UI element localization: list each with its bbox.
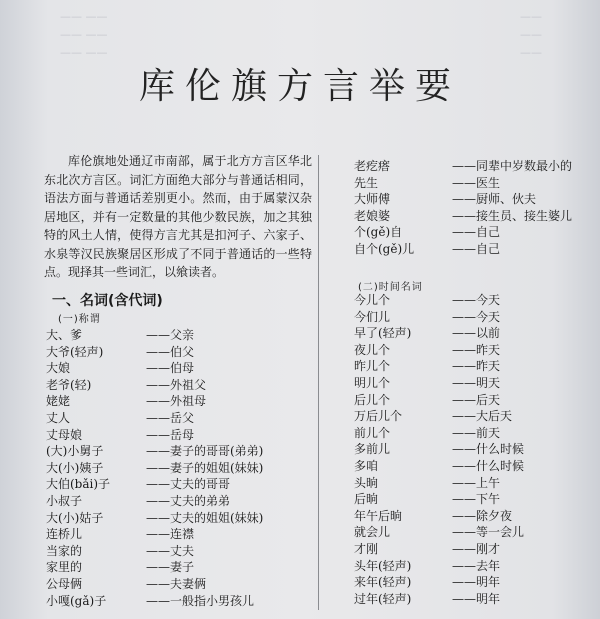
term-row [354,208,594,225]
standard-meaning: ——昨天 [452,342,501,357]
standard-meaning: ——明天 [452,375,501,390]
term-row [354,309,594,326]
standard-meaning: ——岳母 [146,427,195,442]
term-row [46,576,306,593]
right-subheading: (二)时间名词 [358,282,423,293]
dialect-term: 自个(gě)儿 [354,241,415,256]
term-row [46,559,306,576]
dialect-term: 老娘婆 [354,208,391,223]
dialect-term: 当家的 [46,543,83,558]
term-row [354,425,594,442]
term-row [354,342,594,359]
dialect-term: 多咱 [354,458,379,473]
term-row [354,508,594,525]
term-row [46,360,306,377]
dialect-term: 小叔子 [46,493,83,508]
dialect-term: 年午后晌 [354,508,403,523]
dialect-term: 后晌 [354,492,379,507]
dialect-term: 大(小)姑子 [46,510,104,525]
dialect-term: 大爷(轻声) [46,344,104,359]
term-row [46,476,306,493]
dialect-term: 家里的 [46,560,83,575]
standard-meaning: ——岳父 [146,410,195,425]
section-heading: 一、名词(含代词) [52,293,163,309]
term-row [46,443,306,460]
standard-meaning: ——自己 [452,225,501,240]
dialect-term: 后儿个 [354,392,391,407]
standard-meaning: ——妻子 [146,560,195,575]
standard-meaning: ——妻子的姐姐(妹妹) [146,460,264,475]
standard-meaning: ——后天 [452,392,501,407]
standard-meaning: ——明年 [452,591,501,606]
intro-paragraph: 库伦旗地处通辽市南部，属于北方方言区华北东北次方言区。词汇方面绝大部分与普通话相同，语法方面与普通话差别更小。然而，由于属蒙汉杂居地区，并有一定数量的其他少数民族，加之其独特的风土人情，使得方言尤其是扣河子、六家子、水泉等汉民族聚居区形成了不同于普通话的一些特点。现择其一些词汇，以飨读者。 [44,154,312,279]
standard-meaning: ——医生 [452,175,501,190]
dialect-term: 过年(轻声) [354,591,412,606]
term-row [354,475,594,492]
dialect-term: 明儿个 [354,375,391,390]
standard-meaning: ——今天 [452,293,501,307]
term-row [354,408,594,425]
standard-meaning: ——刚才 [452,541,501,556]
term-row [46,344,306,361]
standard-meaning: ——以前 [452,326,501,341]
term-row [354,325,594,342]
term-row [46,377,306,394]
term-row [354,574,594,591]
dialect-term: 老爷(轻) [46,377,92,392]
standard-meaning: ——丈夫的哥哥 [146,477,231,492]
term-row [46,410,306,427]
standard-meaning: ——外祖父 [146,377,207,392]
term-row [46,510,306,527]
dialect-term: 就会儿 [354,525,391,540]
term-row [46,327,306,344]
dialect-term: (大)小舅子 [46,444,104,459]
standard-meaning: ——今天 [452,309,501,324]
right-term-list-a [354,158,594,258]
term-row [46,493,306,510]
dialect-term: 公母俩 [46,576,83,591]
dialect-term: 前儿个 [354,425,391,440]
term-row [46,427,306,444]
bleed-through-text: —— —— —— [520,10,542,59]
dialect-term: 才刚 [354,541,379,556]
dialect-term: 老疙瘩 [354,159,391,173]
standard-meaning: ——下午 [452,492,501,507]
standard-meaning: ——夫妻俩 [146,576,207,591]
standard-meaning: ——上午 [452,475,501,490]
dialect-term: 昨儿个 [354,359,391,374]
standard-meaning: ——明年 [452,575,501,590]
term-row [354,292,594,309]
standard-meaning: ——去年 [452,558,501,573]
standard-meaning: ——一般指小男孩儿 [146,593,255,608]
standard-meaning: ——什么时候 [452,458,525,473]
term-row [354,458,594,475]
standard-meaning: ——厨师、伙夫 [452,192,537,207]
standard-meaning: ——连襟 [146,527,195,542]
left-subheading: (一)称谓 [58,314,101,325]
term-row [354,241,594,258]
dialect-term: 大、爹 [46,328,83,342]
dialect-term: 丈人 [46,410,71,425]
term-row [354,491,594,508]
standard-meaning: ——接生员、接生婆儿 [452,208,573,223]
dialect-term: 夜儿个 [354,342,391,357]
standard-meaning: ——父亲 [146,328,195,342]
dialect-term: 大(小)姨子 [46,460,104,475]
dialect-term: 来年(轻声) [354,575,412,590]
dialect-term: 大师傅 [354,192,391,207]
term-row [354,392,594,409]
left-term-list [46,327,306,609]
term-row [354,358,594,375]
term-row [46,393,306,410]
dialect-term: 先生 [354,175,379,190]
standard-meaning: ——同辈中岁数最小的 [452,159,573,173]
standard-meaning: ——自己 [452,241,501,256]
standard-meaning: ——什么时候 [452,442,525,457]
page-title: 库伦旗方言举要 [138,66,461,107]
term-row [354,558,594,575]
dialect-term: 小嘎(gǎ)子 [46,593,107,608]
dialect-term: 大娘 [46,361,71,376]
term-row [354,541,594,558]
term-row [354,524,594,541]
standard-meaning: ——等一会儿 [452,525,525,540]
standard-meaning: ——伯母 [146,361,195,376]
dialect-term: 丈母娘 [46,427,83,442]
standard-meaning: ——妻子的哥哥(弟弟) [146,444,264,459]
dialect-term: 大伯(bǎi)子 [46,477,111,492]
term-row [354,375,594,392]
dialect-term: 万后儿个 [354,409,403,424]
dialect-term: 今儿个 [354,293,391,307]
term-row [354,591,594,608]
standard-meaning: ——丈夫的弟弟 [146,493,231,508]
dialect-term: 早了(轻声) [354,326,412,341]
dialect-term: 姥姥 [46,394,71,409]
term-row [354,158,594,175]
term-row [46,526,306,543]
standard-meaning: ——伯父 [146,344,195,359]
standard-meaning: ——昨天 [452,359,501,374]
term-row [354,191,594,208]
dialect-term: 头晌 [354,475,379,490]
term-row [46,460,306,477]
right-term-list-b [354,292,594,607]
term-row [354,175,594,192]
dialect-term: 今们儿 [354,309,391,324]
term-row [354,224,594,241]
standard-meaning: ——前天 [452,425,501,440]
dialect-term: 个(gě)自 [354,225,403,240]
column-divider [318,155,319,610]
dialect-term: 连桥儿 [46,527,83,542]
standard-meaning: ——大后天 [452,409,513,424]
term-row [46,543,306,560]
dialect-term: 多前儿 [354,442,391,457]
standard-meaning: ——除夕夜 [452,508,513,523]
standard-meaning: ——丈夫 [146,543,195,558]
dialect-term: 头年(轻声) [354,558,412,573]
term-row [46,593,306,610]
standard-meaning: ——外祖母 [146,394,207,409]
term-row [354,441,594,458]
bleed-through-text: —— —— —— —— —— —— [60,10,108,59]
standard-meaning: ——丈夫的姐姐(妹妹) [146,510,264,525]
